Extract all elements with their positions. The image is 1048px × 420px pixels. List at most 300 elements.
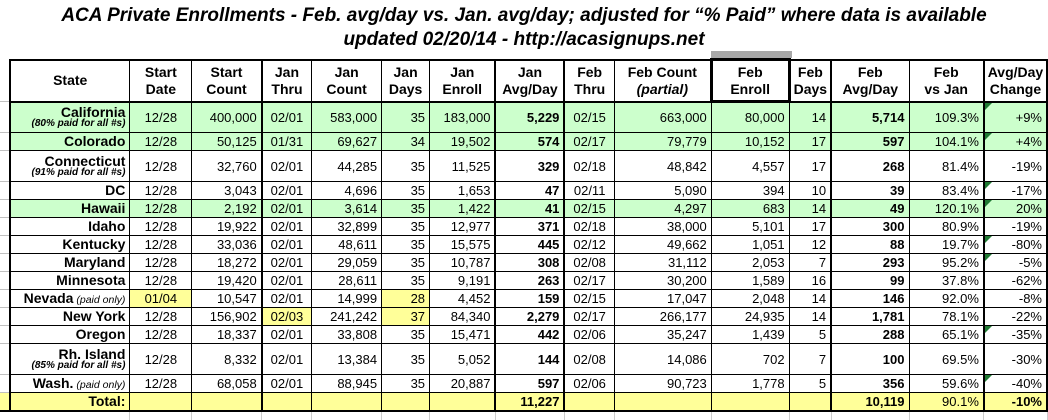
ghost-cell-state xyxy=(10,411,130,420)
cell-total-feb_count[interactable] xyxy=(614,393,711,411)
cell-wash-jan_count[interactable]: 88,945 xyxy=(312,375,382,393)
cell-connecticut-start_date[interactable]: 12/28 xyxy=(130,151,192,182)
cell-rh-island-feb_enroll[interactable]: 702 xyxy=(711,344,789,375)
cell-maryland-jan_count[interactable]: 29,059 xyxy=(312,254,382,272)
cell-colorado-start_count[interactable]: 50,125 xyxy=(192,133,262,151)
table-row-minnesota xyxy=(0,272,1047,290)
column-header-change[interactable]: Avg/Day Change xyxy=(984,60,1047,102)
cell-total-jan_enroll[interactable] xyxy=(430,393,496,411)
cell-rh-island-jan_avg[interactable]: 144 xyxy=(495,344,564,375)
cell-oregon-feb_vs_jan[interactable]: 65.1% xyxy=(909,326,984,344)
cell-colorado-feb_count[interactable]: 79,779 xyxy=(614,133,711,151)
column-header-feb_vs_jan[interactable]: Feb vs Jan xyxy=(909,60,984,102)
cell-nevada-state[interactable]: Nevada (paid only) xyxy=(10,290,130,308)
cell-dc-feb_vs_jan[interactable]: 83.4% xyxy=(909,182,984,200)
cell-maryland-jan_thru[interactable]: 02/01 xyxy=(262,254,312,272)
cell-california-state[interactable]: California (80% paid for all #s) xyxy=(10,102,130,133)
cell-total-state[interactable]: Total: xyxy=(10,393,130,411)
cell-colorado-feb_enroll[interactable]: 10,152 xyxy=(711,133,789,151)
cell-total-jan_avg[interactable]: 11,227 xyxy=(495,393,564,411)
column-header-jan_avg[interactable]: Jan Avg/Day xyxy=(495,60,564,102)
cell-kentucky-jan_avg[interactable]: 445 xyxy=(495,236,564,254)
cell-idaho-feb_avg[interactable]: 300 xyxy=(831,218,909,236)
cell-minnesota-feb_vs_jan[interactable]: 37.8% xyxy=(909,272,984,290)
cell-oregon-jan_days[interactable]: 35 xyxy=(382,326,430,344)
cell-dc-jan_enroll[interactable]: 1,653 xyxy=(430,182,496,200)
cell-rh-island-jan_count[interactable]: 13,384 xyxy=(312,344,382,375)
cell-kentucky-start_date[interactable]: 12/28 xyxy=(130,236,192,254)
cell-oregon-feb_days[interactable]: 5 xyxy=(789,326,831,344)
cell-oregon-feb_thru[interactable]: 02/06 xyxy=(564,326,614,344)
cell-idaho-jan_count[interactable]: 32,899 xyxy=(312,218,382,236)
cell-colorado-jan_thru[interactable]: 01/31 xyxy=(262,133,312,151)
cell-oregon-start_date[interactable]: 12/28 xyxy=(130,326,192,344)
cell-kentucky-feb_enroll[interactable]: 1,051 xyxy=(711,236,789,254)
cell-california-feb_days[interactable]: 14 xyxy=(789,102,831,133)
cell-nevada-jan_thru[interactable]: 02/01 xyxy=(262,290,312,308)
cell-kentucky-feb_thru[interactable]: 02/12 xyxy=(564,236,614,254)
cell-new-york-start_count[interactable]: 156,902 xyxy=(192,308,262,326)
cell-new-york-jan_days[interactable]: 37 xyxy=(382,308,430,326)
cell-nevada-jan_avg[interactable]: 159 xyxy=(495,290,564,308)
cell-rh-island-feb_avg[interactable]: 100 xyxy=(831,344,909,375)
cell-hawaii-feb_vs_jan[interactable]: 120.1% xyxy=(909,200,984,218)
cell-hawaii-jan_avg[interactable]: 41 xyxy=(495,200,564,218)
cell-oregon-start_count[interactable]: 18,337 xyxy=(192,326,262,344)
state-note: (paid only) xyxy=(73,294,126,306)
cell-minnesota-start_count[interactable]: 19,420 xyxy=(192,272,262,290)
cell-idaho-jan_thru[interactable]: 02/01 xyxy=(262,218,312,236)
cell-total-jan_count[interactable] xyxy=(312,393,382,411)
row-gutter-cell xyxy=(0,200,10,218)
sheet-title-line1: ACA Private Enrollments - Feb. avg/day vs. Jan. avg/day; adjusted for “% Paid” where data is available xyxy=(61,5,987,26)
cell-minnesota-state[interactable]: Minnesota xyxy=(10,272,130,290)
row-gutter-cell xyxy=(0,290,10,308)
cell-connecticut-start_count[interactable]: 32,760 xyxy=(192,151,262,182)
table-row-colorado xyxy=(0,133,1047,151)
cell-total-feb_avg[interactable]: 10,119 xyxy=(831,393,909,411)
state-note: (91% paid for all #s) xyxy=(31,167,126,178)
cell-total-feb_days[interactable] xyxy=(789,393,831,411)
cell-new-york-change[interactable]: -22% xyxy=(984,308,1047,326)
table-header xyxy=(0,60,1047,102)
column-header-jan_enroll[interactable]: Jan Enroll xyxy=(430,60,496,102)
cell-oregon-state[interactable]: Oregon xyxy=(10,326,130,344)
cell-new-york-jan_enroll[interactable]: 84,340 xyxy=(430,308,496,326)
cell-rh-island-start_count[interactable]: 8,332 xyxy=(192,344,262,375)
cell-kentucky-feb_count[interactable]: 49,662 xyxy=(614,236,711,254)
cell-total-jan_days[interactable] xyxy=(382,393,430,411)
state-note: (80% paid for all #s) xyxy=(31,118,126,130)
row-gutter-cell xyxy=(0,411,10,420)
column-header-jan_count[interactable]: Jan Count xyxy=(312,60,382,102)
cell-wash-feb_days[interactable]: 5 xyxy=(789,375,831,393)
cell-dc-jan_count[interactable]: 4,696 xyxy=(312,182,382,200)
cell-new-york-feb_enroll[interactable]: 24,935 xyxy=(711,308,789,326)
cell-maryland-jan_enroll[interactable]: 10,787 xyxy=(430,254,496,272)
ghost-cell-feb_avg xyxy=(831,411,909,420)
cell-connecticut-state[interactable]: Connecticut (91% paid for all #s) xyxy=(10,151,130,182)
cell-nevada-change[interactable]: -8% xyxy=(984,290,1047,308)
cell-idaho-feb_enroll[interactable]: 5,101 xyxy=(711,218,789,236)
row-gutter-cell xyxy=(0,308,10,326)
cell-hawaii-jan_days[interactable]: 35 xyxy=(382,200,430,218)
cell-minnesota-feb_days[interactable]: 16 xyxy=(789,272,831,290)
cell-hawaii-change[interactable]: 20% xyxy=(984,200,1047,218)
cell-connecticut-feb_thru[interactable]: 02/18 xyxy=(564,151,614,182)
cell-dc-jan_avg[interactable]: 47 xyxy=(495,182,564,200)
cell-maryland-change[interactable]: -5% xyxy=(984,254,1047,272)
cell-dc-start_count[interactable]: 3,043 xyxy=(192,182,262,200)
cell-new-york-feb_thru[interactable]: 02/17 xyxy=(564,308,614,326)
cell-wash-change[interactable]: -40% xyxy=(984,375,1047,393)
cell-hawaii-feb_avg[interactable]: 49 xyxy=(831,200,909,218)
cell-oregon-change[interactable]: -35% xyxy=(984,326,1047,344)
cell-oregon-feb_enroll[interactable]: 1,439 xyxy=(711,326,789,344)
cell-rh-island-feb_thru[interactable]: 02/08 xyxy=(564,344,614,375)
cell-nevada-jan_days[interactable]: 28 xyxy=(382,290,430,308)
cell-new-york-feb_vs_jan[interactable]: 78.1% xyxy=(909,308,984,326)
table-row-idaho xyxy=(0,218,1047,236)
cell-colorado-feb_avg[interactable]: 597 xyxy=(831,133,909,151)
cell-nevada-feb_count[interactable]: 17,047 xyxy=(614,290,711,308)
column-header-feb_avg[interactable]: Feb Avg/Day xyxy=(831,60,909,102)
cell-nevada-feb_days[interactable]: 14 xyxy=(789,290,831,308)
cell-oregon-jan_thru[interactable]: 02/01 xyxy=(262,326,312,344)
cell-minnesota-feb_count[interactable]: 30,200 xyxy=(614,272,711,290)
column-header-start_count[interactable]: Start Count xyxy=(192,60,262,102)
cell-idaho-feb_vs_jan[interactable]: 80.9% xyxy=(909,218,984,236)
cell-colorado-feb_days[interactable]: 17 xyxy=(789,133,831,151)
cell-wash-jan_avg[interactable]: 597 xyxy=(495,375,564,393)
cell-wash-jan_thru[interactable]: 02/01 xyxy=(262,375,312,393)
cell-new-york-state[interactable]: New York xyxy=(10,308,130,326)
cell-rh-island-start_date[interactable]: 12/28 xyxy=(130,344,192,375)
cell-california-jan_avg[interactable]: 5,229 xyxy=(495,102,564,133)
cell-connecticut-feb_avg[interactable]: 268 xyxy=(831,151,909,182)
header-row xyxy=(0,60,1047,102)
column-header-feb_days[interactable]: Feb Days xyxy=(789,60,831,102)
cell-total-jan_thru[interactable] xyxy=(262,393,312,411)
cell-connecticut-jan_days[interactable]: 35 xyxy=(382,151,430,182)
table-row-oregon xyxy=(0,326,1047,344)
table-row-maryland xyxy=(0,254,1047,272)
cell-colorado-change[interactable]: +4% xyxy=(984,133,1047,151)
cell-kentucky-jan_enroll[interactable]: 15,575 xyxy=(430,236,496,254)
cell-oregon-feb_avg[interactable]: 288 xyxy=(831,326,909,344)
cell-hawaii-jan_enroll[interactable]: 1,422 xyxy=(430,200,496,218)
row-gutter-cell xyxy=(0,375,10,393)
cell-maryland-feb_avg[interactable]: 293 xyxy=(831,254,909,272)
cell-wash-feb_avg[interactable]: 356 xyxy=(831,375,909,393)
cell-rh-island-feb_vs_jan[interactable]: 69.5% xyxy=(909,344,984,375)
cell-nevada-jan_count[interactable]: 14,999 xyxy=(312,290,382,308)
cell-idaho-jan_days[interactable]: 35 xyxy=(382,218,430,236)
cell-maryland-start_date[interactable]: 12/28 xyxy=(130,254,192,272)
cell-nevada-feb_vs_jan[interactable]: 92.0% xyxy=(909,290,984,308)
cell-nevada-jan_enroll[interactable]: 4,452 xyxy=(430,290,496,308)
ghost-cell-jan_days xyxy=(382,411,430,420)
cell-connecticut-feb_enroll[interactable]: 4,557 xyxy=(711,151,789,182)
cell-hawaii-start_count[interactable]: 2,192 xyxy=(192,200,262,218)
cell-minnesota-jan_count[interactable]: 28,611 xyxy=(312,272,382,290)
cell-kentucky-state[interactable]: Kentucky xyxy=(10,236,130,254)
cell-connecticut-feb_count[interactable]: 48,842 xyxy=(614,151,711,182)
row-gutter-cell xyxy=(0,272,10,290)
table-row-total xyxy=(0,393,1047,411)
ghost-cell-start_date xyxy=(130,411,192,420)
cell-maryland-feb_vs_jan[interactable]: 95.2% xyxy=(909,254,984,272)
cell-california-feb_thru[interactable]: 02/15 xyxy=(564,102,614,133)
cell-colorado-state[interactable]: Colorado xyxy=(10,133,130,151)
table-body xyxy=(0,102,1047,420)
cell-california-jan_thru[interactable]: 02/01 xyxy=(262,102,312,133)
cell-wash-feb_vs_jan[interactable]: 59.6% xyxy=(909,375,984,393)
column-header-start_date[interactable]: Start Date xyxy=(130,60,192,102)
ghost-cell-start_count xyxy=(192,411,262,420)
cell-new-york-start_date[interactable]: 12/28 xyxy=(130,308,192,326)
cell-maryland-feb_days[interactable]: 7 xyxy=(789,254,831,272)
cell-minnesota-jan_days[interactable]: 35 xyxy=(382,272,430,290)
cell-rh-island-state[interactable]: Rh. Island (85% paid for all #s) xyxy=(10,344,130,375)
cell-wash-feb_enroll[interactable]: 1,778 xyxy=(711,375,789,393)
cell-connecticut-jan_count[interactable]: 44,285 xyxy=(312,151,382,182)
cell-kentucky-start_count[interactable]: 33,036 xyxy=(192,236,262,254)
cell-connecticut-feb_vs_jan[interactable]: 81.4% xyxy=(909,151,984,182)
cell-new-york-feb_count[interactable]: 266,177 xyxy=(614,308,711,326)
row-gutter-cell xyxy=(0,60,10,102)
cell-kentucky-jan_count[interactable]: 48,611 xyxy=(312,236,382,254)
cell-idaho-start_count[interactable]: 19,922 xyxy=(192,218,262,236)
cell-maryland-feb_thru[interactable]: 02/08 xyxy=(564,254,614,272)
selected-column-strip xyxy=(711,51,792,58)
cell-total-feb_enroll[interactable] xyxy=(711,393,789,411)
row-gutter-cell xyxy=(0,393,10,411)
cell-rh-island-jan_days[interactable]: 35 xyxy=(382,344,430,375)
cell-california-change[interactable]: +9% xyxy=(984,102,1047,133)
cell-idaho-feb_days[interactable]: 17 xyxy=(789,218,831,236)
cell-minnesota-feb_thru[interactable]: 02/17 xyxy=(564,272,614,290)
cell-oregon-jan_avg[interactable]: 442 xyxy=(495,326,564,344)
cell-wash-feb_thru[interactable]: 02/06 xyxy=(564,375,614,393)
cell-maryland-state[interactable]: Maryland xyxy=(10,254,130,272)
table-row-rh-island xyxy=(0,344,1047,375)
cell-minnesota-feb_avg[interactable]: 99 xyxy=(831,272,909,290)
cell-colorado-jan_enroll[interactable]: 19,502 xyxy=(430,133,496,151)
row-gutter-cell xyxy=(0,182,10,200)
cell-new-york-jan_avg[interactable]: 2,279 xyxy=(495,308,564,326)
cell-total-feb_vs_jan[interactable]: 90.1% xyxy=(909,393,984,411)
cell-dc-feb_count[interactable]: 5,090 xyxy=(614,182,711,200)
cell-idaho-change[interactable]: -19% xyxy=(984,218,1047,236)
cell-maryland-jan_days[interactable]: 35 xyxy=(382,254,430,272)
cell-dc-feb_avg[interactable]: 39 xyxy=(831,182,909,200)
ghost-cell-jan_thru xyxy=(262,411,312,420)
ghost-cell-change xyxy=(984,411,1047,420)
cell-rh-island-jan_enroll[interactable]: 5,052 xyxy=(430,344,496,375)
cell-nevada-start_count[interactable]: 10,547 xyxy=(192,290,262,308)
cell-colorado-jan_days[interactable]: 34 xyxy=(382,133,430,151)
cell-total-feb_thru[interactable] xyxy=(564,393,614,411)
cell-dc-feb_days[interactable]: 10 xyxy=(789,182,831,200)
cell-wash-start_count[interactable]: 68,058 xyxy=(192,375,262,393)
cell-idaho-start_date[interactable]: 12/28 xyxy=(130,218,192,236)
cell-kentucky-feb_avg[interactable]: 88 xyxy=(831,236,909,254)
cell-idaho-feb_thru[interactable]: 02/18 xyxy=(564,218,614,236)
table-row-connecticut xyxy=(0,151,1047,182)
enrollment-table xyxy=(0,58,1048,420)
cell-california-jan_enroll[interactable]: 183,000 xyxy=(430,102,496,133)
ghost-cell-jan_avg xyxy=(495,411,564,420)
cell-total-start_count[interactable] xyxy=(192,393,262,411)
cell-dc-feb_thru[interactable]: 02/11 xyxy=(564,182,614,200)
ghost-cell-feb_vs_jan xyxy=(909,411,984,420)
cell-hawaii-start_date[interactable]: 12/28 xyxy=(130,200,192,218)
cell-hawaii-jan_thru[interactable]: 02/01 xyxy=(262,200,312,218)
column-header-feb_enroll[interactable]: Feb Enroll xyxy=(711,60,789,102)
table-row-dc xyxy=(0,182,1047,200)
cell-connecticut-change[interactable]: -19% xyxy=(984,151,1047,182)
cell-kentucky-jan_days[interactable]: 35 xyxy=(382,236,430,254)
cell-minnesota-jan_avg[interactable]: 263 xyxy=(495,272,564,290)
cell-colorado-feb_thru[interactable]: 02/17 xyxy=(564,133,614,151)
cell-connecticut-jan_thru[interactable]: 02/01 xyxy=(262,151,312,182)
ghost-cell-jan_enroll xyxy=(430,411,496,420)
cell-rh-island-change[interactable]: -30% xyxy=(984,344,1047,375)
cell-connecticut-jan_avg[interactable]: 329 xyxy=(495,151,564,182)
cell-hawaii-feb_count[interactable]: 4,297 xyxy=(614,200,711,218)
cell-colorado-start_date[interactable]: 12/28 xyxy=(130,133,192,151)
cell-kentucky-feb_days[interactable]: 12 xyxy=(789,236,831,254)
cell-kentucky-change[interactable]: -80% xyxy=(984,236,1047,254)
cell-wash-state[interactable]: Wash. (paid only) xyxy=(10,375,130,393)
sheet-title-line2: updated 02/20/14 - http://acasignups.net xyxy=(343,29,705,50)
cell-dc-state[interactable]: DC xyxy=(10,182,130,200)
cell-wash-jan_enroll[interactable]: 20,887 xyxy=(430,375,496,393)
table-row-wash xyxy=(0,375,1047,393)
cell-oregon-feb_count[interactable]: 35,247 xyxy=(614,326,711,344)
cell-dc-change[interactable]: -17% xyxy=(984,182,1047,200)
cell-nevada-start_date[interactable]: 01/04 xyxy=(130,290,192,308)
cell-hawaii-jan_count[interactable]: 3,614 xyxy=(312,200,382,218)
cell-oregon-jan_enroll[interactable]: 15,471 xyxy=(430,326,496,344)
row-gutter-cell xyxy=(0,102,10,133)
table-row-california xyxy=(0,102,1047,133)
cell-idaho-jan_avg[interactable]: 371 xyxy=(495,218,564,236)
row-gutter-cell xyxy=(0,254,10,272)
cell-maryland-start_count[interactable]: 18,272 xyxy=(192,254,262,272)
cell-minnesota-jan_thru[interactable]: 02/01 xyxy=(262,272,312,290)
cell-dc-feb_enroll[interactable]: 394 xyxy=(711,182,789,200)
cell-kentucky-feb_vs_jan[interactable]: 19.7% xyxy=(909,236,984,254)
column-header-jan_thru[interactable]: Jan Thru xyxy=(262,60,312,102)
cell-california-jan_count[interactable]: 583,000 xyxy=(312,102,382,133)
ghost-cell-jan_count xyxy=(312,411,382,420)
cell-oregon-jan_count[interactable]: 33,808 xyxy=(312,326,382,344)
cell-rh-island-jan_thru[interactable]: 02/01 xyxy=(262,344,312,375)
cell-connecticut-jan_enroll[interactable]: 11,525 xyxy=(430,151,496,182)
row-gutter-cell xyxy=(0,218,10,236)
cell-minnesota-jan_enroll[interactable]: 9,191 xyxy=(430,272,496,290)
column-header-jan_days[interactable]: Jan Days xyxy=(382,60,430,102)
cell-maryland-feb_enroll[interactable]: 2,053 xyxy=(711,254,789,272)
cell-hawaii-feb_days[interactable]: 14 xyxy=(789,200,831,218)
column-header-feb_thru[interactable]: Feb Thru xyxy=(564,60,614,102)
cell-wash-feb_count[interactable]: 90,723 xyxy=(614,375,711,393)
row-gutter-cell xyxy=(0,326,10,344)
cell-wash-start_date[interactable]: 12/28 xyxy=(130,375,192,393)
cell-total-change[interactable]: -10% xyxy=(984,393,1047,411)
cell-kentucky-jan_thru[interactable]: 02/01 xyxy=(262,236,312,254)
cell-hawaii-state[interactable]: Hawaii xyxy=(10,200,130,218)
cell-new-york-feb_avg[interactable]: 1,781 xyxy=(831,308,909,326)
cell-minnesota-feb_enroll[interactable]: 1,589 xyxy=(711,272,789,290)
table-row-nevada xyxy=(0,290,1047,308)
cell-idaho-jan_enroll[interactable]: 12,977 xyxy=(430,218,496,236)
table-row-new-york xyxy=(0,308,1047,326)
column-header-feb_count[interactable]: Feb Count (partial) xyxy=(614,60,711,102)
cell-nevada-feb_enroll[interactable]: 2,048 xyxy=(711,290,789,308)
cell-california-jan_days[interactable]: 35 xyxy=(382,102,430,133)
cell-california-feb_enroll[interactable]: 80,000 xyxy=(711,102,789,133)
cell-california-start_date[interactable]: 12/28 xyxy=(130,102,192,133)
ghost-cell-feb_days xyxy=(789,411,831,420)
cell-colorado-feb_vs_jan[interactable]: 104.1% xyxy=(909,133,984,151)
cell-connecticut-feb_days[interactable]: 17 xyxy=(789,151,831,182)
cell-rh-island-feb_days[interactable]: 7 xyxy=(789,344,831,375)
cell-hawaii-feb_thru[interactable]: 02/15 xyxy=(564,200,614,218)
cell-california-feb_avg[interactable]: 5,714 xyxy=(831,102,909,133)
state-note: (85% paid for all #s) xyxy=(31,360,126,371)
row-gutter-cell xyxy=(0,151,10,182)
cell-new-york-feb_days[interactable]: 14 xyxy=(789,308,831,326)
partial-next-row xyxy=(0,411,1047,420)
cell-hawaii-feb_enroll[interactable]: 683 xyxy=(711,200,789,218)
cell-minnesota-change[interactable]: -62% xyxy=(984,272,1047,290)
cell-idaho-state[interactable]: Idaho xyxy=(10,218,130,236)
cell-idaho-feb_count[interactable]: 38,000 xyxy=(614,218,711,236)
cell-rh-island-feb_count[interactable]: 14,086 xyxy=(614,344,711,375)
cell-new-york-jan_thru[interactable]: 02/03 xyxy=(262,308,312,326)
ghost-cell-feb_thru xyxy=(564,411,614,420)
column-header-state[interactable]: State xyxy=(10,60,130,102)
cell-dc-jan_thru[interactable]: 02/01 xyxy=(262,182,312,200)
cell-dc-start_date[interactable]: 12/28 xyxy=(130,182,192,200)
row-gutter-cell xyxy=(0,236,10,254)
state-note: (paid only) xyxy=(73,379,126,391)
cell-total-start_date[interactable] xyxy=(130,393,192,411)
cell-colorado-jan_count[interactable]: 69,627 xyxy=(312,133,382,151)
cell-nevada-feb_thru[interactable]: 02/15 xyxy=(564,290,614,308)
cell-colorado-jan_avg[interactable]: 574 xyxy=(495,133,564,151)
table-row-hawaii xyxy=(0,200,1047,218)
cell-maryland-jan_avg[interactable]: 308 xyxy=(495,254,564,272)
cell-maryland-feb_count[interactable]: 31,112 xyxy=(614,254,711,272)
cell-california-feb_count[interactable]: 663,000 xyxy=(614,102,711,133)
cell-california-feb_vs_jan[interactable]: 109.3% xyxy=(909,102,984,133)
sheet-title-block xyxy=(0,0,1048,52)
cell-minnesota-start_date[interactable]: 12/28 xyxy=(130,272,192,290)
row-gutter-cell xyxy=(0,133,10,151)
cell-new-york-jan_count[interactable]: 241,242 xyxy=(312,308,382,326)
ghost-cell-feb_count xyxy=(614,411,711,420)
cell-dc-jan_days[interactable]: 35 xyxy=(382,182,430,200)
row-gutter-cell xyxy=(0,344,10,375)
ghost-cell-feb_enroll xyxy=(711,411,789,420)
cell-california-start_count[interactable]: 400,000 xyxy=(192,102,262,133)
cell-wash-jan_days[interactable]: 35 xyxy=(382,375,430,393)
cell-nevada-feb_avg[interactable]: 146 xyxy=(831,290,909,308)
